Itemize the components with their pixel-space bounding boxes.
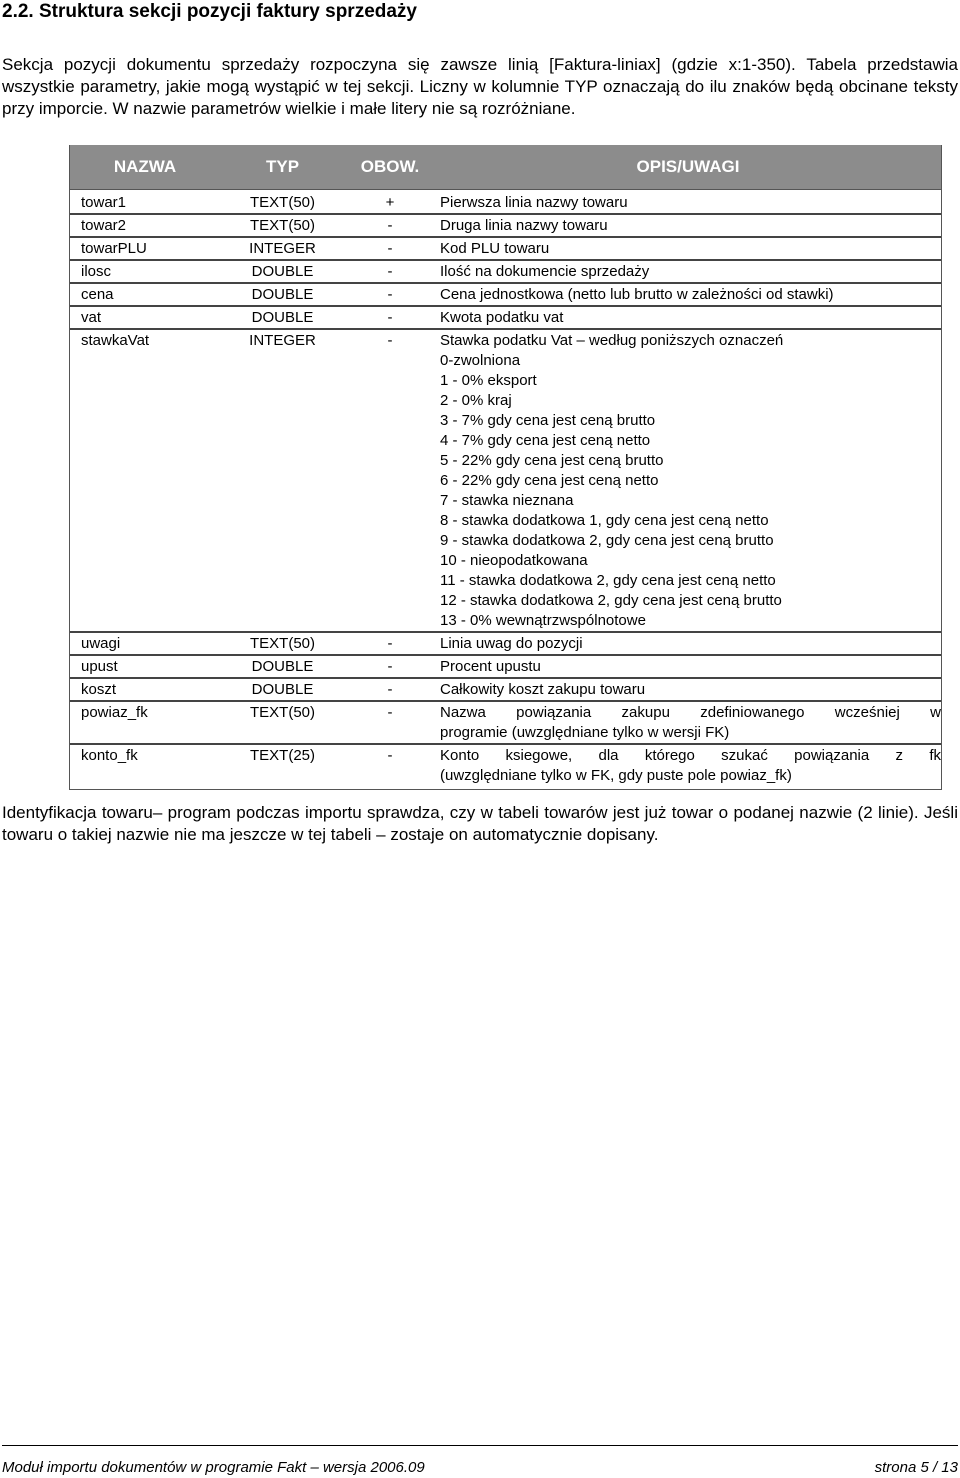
- param-type: DOUBLE: [251, 681, 314, 698]
- param-name: stawkaVat: [81, 332, 150, 349]
- header-obow: OBOW.: [360, 157, 420, 176]
- param-description: [435, 702, 941, 743]
- param-required: -: [387, 704, 393, 721]
- param-description: Cena jednostkowa (netto lub brutto w zależności od stawki): [440, 286, 834, 303]
- param-description: Całkowity koszt zakupu towaru: [440, 681, 646, 698]
- vat-rate-option: 13 - 0% wewnątrzwspólnotowe: [440, 612, 646, 629]
- param-required: -: [387, 309, 393, 326]
- vat-rate-option: 3 - 7% gdy cena jest ceną brutto: [440, 412, 656, 429]
- param-name: cena: [81, 286, 114, 303]
- param-required: -: [387, 635, 393, 652]
- param-description: Druga linia nazwy towaru: [440, 217, 608, 234]
- table-row: [70, 305, 941, 328]
- param-type: INTEGER: [249, 240, 316, 257]
- vat-rate-option: 0-zwolniona: [440, 352, 521, 369]
- param-description: Procent upustu: [440, 658, 541, 675]
- vat-rate-heading: Stawka podatku Vat – według poniższych oznaczeń: [440, 332, 784, 349]
- param-description: Pierwsza linia nazwy towaru: [440, 194, 628, 211]
- param-description: [435, 745, 941, 786]
- vat-rate-option: 9 - stawka dodatkowa 2, gdy cena jest ceną brutto: [440, 532, 774, 549]
- param-type: DOUBLE: [251, 263, 314, 280]
- param-required: -: [387, 681, 393, 698]
- vat-rate-option: 5 - 22% gdy cena jest ceną brutto: [440, 452, 664, 469]
- param-name: towarPLU: [81, 240, 147, 257]
- footer-page-number: strona 5 / 13: [874, 1459, 958, 1476]
- param-name: upust: [81, 658, 118, 675]
- param-description: [435, 330, 941, 631]
- header-typ: TYP: [265, 157, 300, 176]
- table-header: [70, 145, 941, 190]
- description-line: Konto ksiegowe, dla którego szukać powiązania z fk: [440, 747, 941, 764]
- vat-rate-option: 2 - 0% kraj: [440, 392, 512, 409]
- table-row: [70, 192, 941, 213]
- param-required: +: [385, 194, 395, 211]
- param-name: konto_fk: [81, 747, 138, 764]
- vat-rate-option: 8 - stawka dodatkowa 1, gdy cena jest ceną netto: [440, 512, 769, 529]
- param-required: -: [387, 286, 393, 303]
- description-line: programie (uwzględniane tylko w wersji FK): [440, 724, 730, 741]
- table-row: [70, 213, 941, 236]
- table-row: [70, 654, 941, 677]
- param-type: TEXT(50): [249, 194, 315, 211]
- description-line: (uwzględniane tylko w FK, gdy puste pole powiaz_fk): [440, 767, 792, 784]
- param-type: INTEGER: [249, 332, 316, 349]
- vat-rate-option: 11 - stawka dodatkowa 2, gdy cena jest ceną netto: [440, 572, 776, 589]
- table-row: [70, 328, 941, 631]
- param-type: DOUBLE: [251, 309, 314, 326]
- table-row: [70, 259, 941, 282]
- param-required: -: [387, 332, 393, 349]
- param-name: towar1: [81, 194, 127, 211]
- footer-document-title: Moduł importu dokumentów w programie Fakt – wersja 2006.09: [2, 1459, 425, 1476]
- page-footer: [2, 1445, 958, 1476]
- section-heading: 2.2. Struktura sekcji pozycji faktury sprzedaży: [2, 1, 418, 22]
- param-name: towar2: [81, 217, 127, 234]
- vat-rate-option: 1 - 0% eksport: [440, 372, 537, 389]
- table-row: [70, 743, 941, 789]
- param-name: vat: [81, 309, 102, 326]
- param-required: -: [387, 240, 393, 257]
- table-row: [70, 631, 941, 654]
- param-name: ilosc: [81, 263, 112, 280]
- param-required: -: [387, 263, 393, 280]
- param-description: Kwota podatku vat: [440, 309, 564, 326]
- vat-rate-option: 4 - 7% gdy cena jest ceną netto: [440, 432, 651, 449]
- table-row: [70, 700, 941, 743]
- vat-rate-option: 7 - stawka nieznana: [440, 492, 574, 509]
- vat-rate-option: 10 - nieopodatkowana: [440, 552, 588, 569]
- param-type: TEXT(50): [249, 704, 315, 721]
- intro-paragraph: Sekcja pozycji dokumentu sprzedaży rozpoczyna się zawsze linią [Faktura-liniax] (gdzie x:1-350). Tabela przedstawia wszystkie parametry, jakie mogą wystąpić w tej sekcji. Liczny w kolumnie TYP oznaczają do ilu znaków będą obcinane teksty przy imporcie. W nazwie parametrów wielkie i małe litery nie są rozróżniane.: [2, 55, 958, 118]
- vat-rate-option: 6 - 22% gdy cena jest ceną netto: [440, 472, 659, 489]
- param-description: Linia uwag do pozycji: [440, 635, 583, 652]
- param-description: Kod PLU towaru: [440, 240, 550, 257]
- identification-note: Identyfikacja towaru– program podczas importu sprawdza, czy w tabeli towarów jest już towar o podanej nazwie (2 linie). Jeśli towaru o takiej nazwie nie ma jeszcze w tej tabeli – zostaje on automatycznie dopisany.: [2, 803, 958, 844]
- vat-rate-option: 12 - stawka dodatkowa 2, gdy cena jest ceną brutto: [440, 592, 782, 609]
- table-row: [70, 236, 941, 259]
- header-opis: OPIS/UWAGI: [636, 157, 740, 176]
- param-name: uwagi: [81, 635, 121, 652]
- param-required: -: [387, 747, 393, 764]
- param-required: -: [387, 217, 393, 234]
- table-row: [70, 677, 941, 700]
- param-description: Ilość na dokumencie sprzedaży: [440, 263, 650, 280]
- param-name: koszt: [81, 681, 117, 698]
- param-type: TEXT(25): [249, 747, 315, 764]
- parameters-table: [69, 145, 942, 790]
- param-type: TEXT(50): [249, 217, 315, 234]
- description-line: Nazwa powiązania zakupu zdefiniowanego wcześniej w: [440, 704, 941, 721]
- header-nazwa: NAZWA: [113, 157, 177, 176]
- param-required: -: [387, 658, 393, 675]
- param-name: powiaz_fk: [81, 704, 148, 721]
- param-type: TEXT(50): [249, 635, 315, 652]
- param-type: DOUBLE: [251, 658, 314, 675]
- table-row: [70, 282, 941, 305]
- param-type: DOUBLE: [251, 286, 314, 303]
